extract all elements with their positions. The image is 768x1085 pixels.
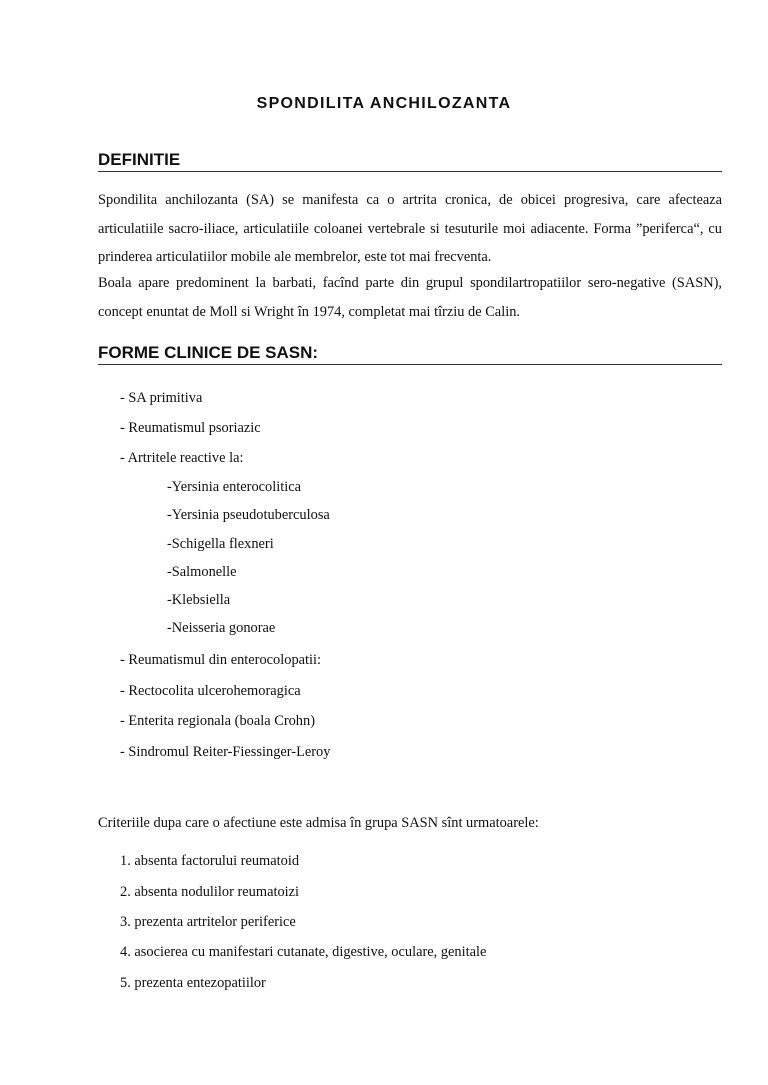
sub-list-item: -Yersinia enterocolitica <box>167 479 302 495</box>
sub-list-item: -Yersinia pseudotuberculosa <box>167 507 330 523</box>
criteria-intro: Criteriile dupa care o afectiune este admisa în grupa SASN sînt urmatoarele: <box>98 815 539 831</box>
criteria-item: 4. asocierea cu manifestari cutanate, digestive, oculare, genitale <box>120 944 487 960</box>
list-item: - Artritele reactive la: <box>120 450 244 466</box>
criteria-item: 5. prezenta entezopatiilor <box>120 975 266 991</box>
sub-list-item: -Schigella flexneri <box>167 536 274 552</box>
criteria-item: 2. absenta nodulilor reumatoizi <box>120 884 300 900</box>
definition-paragraph: Spondilita anchilozanta (SA) se manifesta ca o artrita cronica, de obicei progresiva, care afecteaza articulatiile sacro-iliace, articulatiile coloanei vertebrale si tesuturile moi adiacente. Forma ”periferca“, cu prinderea articulatiilor mobile ale membrelor, este tot mai frecventa. <box>98 192 722 265</box>
list-item: - Rectocolita ulcerohemoragica <box>120 683 301 699</box>
page-title: SPONDILITA ANCHILOZANTA <box>256 95 512 112</box>
list-item: - Sindromul Reiter-Fiessinger-Leroy <box>120 744 331 760</box>
sub-list-item: -Klebsiella <box>167 592 231 608</box>
section-heading-definitie: DEFINITIE <box>98 150 722 172</box>
criteria-item: 1. absenta factorului reumatoid <box>120 853 300 869</box>
sub-list-item: -Neisseria gonorae <box>167 620 276 636</box>
list-item: - Enterita regionala (boala Crohn) <box>120 713 315 729</box>
section-heading-forme: FORME CLINICE DE SASN: <box>98 343 722 365</box>
list-item: - Reumatismul psoriazic <box>120 420 261 436</box>
list-item: - SA primitiva <box>120 390 203 406</box>
criteria-item: 3. prezenta artritelor periferice <box>120 914 296 930</box>
list-item: - Reumatismul din enterocolopatii: <box>120 652 322 668</box>
sub-list-item: -Salmonelle <box>167 564 237 580</box>
incidence-paragraph: Boala apare predominent la barbati, facînd parte din grupul spondilartropatiilor sero-negative (SASN), concept enuntat de Moll si Wright în 1974, completat mai tîrziu de Calin. <box>98 275 722 320</box>
